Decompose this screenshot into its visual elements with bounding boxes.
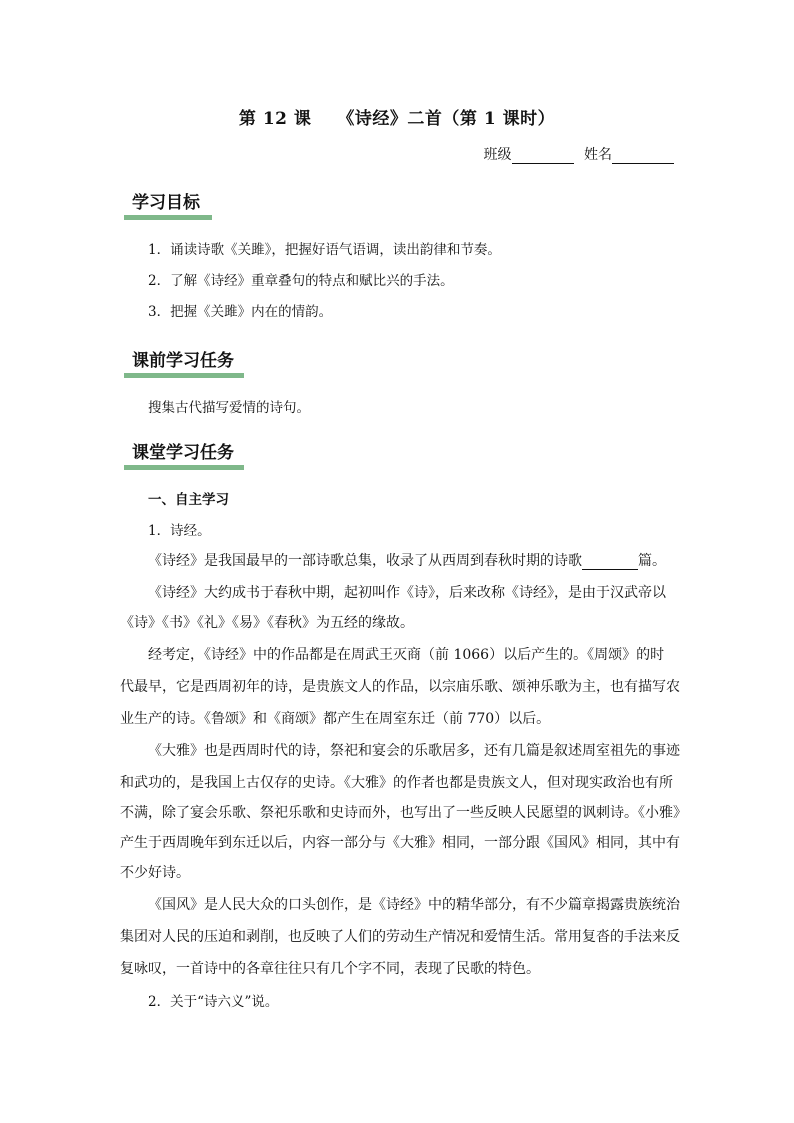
paragraph-line bbox=[120, 550, 708, 570]
item-poetry-classic: 1．诗经。 bbox=[148, 523, 211, 539]
lesson-number: 第 12 课 bbox=[238, 109, 312, 129]
paragraph-line: 《诗经》大约成书于春秋中期，起初叫作《诗》，后来改称《诗经》，是由于汉武帝以 bbox=[148, 585, 666, 601]
section-heading-goals bbox=[124, 192, 200, 220]
pre-task-text: 搜集古代描写爱情的诗句。 bbox=[148, 400, 310, 416]
page-title bbox=[0, 104, 794, 129]
paragraph-line: 不少好诗。 bbox=[120, 865, 190, 881]
name-blank[interactable] bbox=[612, 149, 674, 164]
goal-item: 1．诵读诗歌《关雎》，把握好语气语调，读出韵律和节奏。 bbox=[148, 242, 501, 258]
item-six-principles: 2．关于“诗六义”说。 bbox=[148, 994, 279, 1010]
paragraph-text: 篇。 bbox=[638, 553, 666, 569]
paragraph-line: 经考定，《诗经》中的作品都是在周武王灭商（前 1066）以后产生的。《周颂》的时 bbox=[148, 647, 665, 663]
paragraph-line: 复咏叹，一首诗中的各章往往只有几个字不同，表现了民歌的特色。 bbox=[120, 961, 540, 977]
paragraph-line: 《国风》是人民大众的口头创作，是《诗经》中的精华部分，有不少篇章揭露贵族统治 bbox=[148, 897, 680, 913]
heading-underline bbox=[124, 215, 212, 220]
paragraph-line: 集团对人民的压迫和剥削，也反映了人们的劳动生产情况和爱情生活。常用复沓的手法来反 bbox=[120, 929, 680, 945]
paragraph-line: 业生产的诗。《鲁颂》和《商颂》都产生在周室东迁（前 770）以后。 bbox=[120, 711, 551, 727]
class-blank[interactable] bbox=[512, 149, 574, 164]
heading-text: 课堂学习任务 bbox=[132, 443, 234, 463]
heading-underline bbox=[124, 373, 244, 378]
lesson-title: 《诗经》二首（第 1 课时） bbox=[337, 109, 556, 129]
paragraph-line: 产生于西周晚年到东迁以后，内容一部分与《大雅》相同，一部分跟《国风》相同，其中有 bbox=[120, 835, 680, 851]
paragraph-line: 《大雅》也是西周时代的诗，祭祀和宴会的乐歌居多，还有几篇是叙述周室祖先的事迹 bbox=[148, 743, 680, 759]
sub-heading-self-study: 一、自主学习 bbox=[148, 492, 229, 508]
class-label: 班级 bbox=[483, 147, 512, 163]
student-info bbox=[484, 144, 674, 164]
paragraph-line: 不满，除了宴会乐歌、祭祀乐歌和史诗而外，也写出了一些反映人民愿望的讽刺诗。《小雅》 bbox=[120, 805, 687, 821]
heading-underline bbox=[124, 465, 244, 470]
paragraph-line: 和武功的，是我国上古仅存的史诗。《大雅》的作者也都是贵族文人，但对现实政治也有所 bbox=[120, 775, 673, 791]
section-heading-class bbox=[124, 442, 234, 470]
heading-text: 学习目标 bbox=[132, 193, 200, 213]
goal-item: 2．了解《诗经》重章叠句的特点和赋比兴的手法。 bbox=[148, 273, 454, 289]
section-heading-pre bbox=[124, 350, 234, 378]
heading-text: 课前学习任务 bbox=[132, 351, 234, 371]
paragraph-line: 代最早，它是西周初年的诗，是贵族文人的作品，以宗庙乐歌、颂神乐歌为主，也有描写农 bbox=[120, 679, 680, 695]
fill-in-blank[interactable] bbox=[582, 555, 638, 570]
name-label: 姓名 bbox=[584, 147, 612, 163]
paragraph-text: 《诗经》是我国最早的一部诗歌总集，收录了从西周到春秋时期的诗歌 bbox=[148, 553, 582, 569]
goal-item: 3．把握《关雎》内在的情韵。 bbox=[148, 304, 333, 320]
paragraph-line: 《诗》《书》《礼》《易》《春秋》为五经的缘故。 bbox=[120, 615, 414, 631]
